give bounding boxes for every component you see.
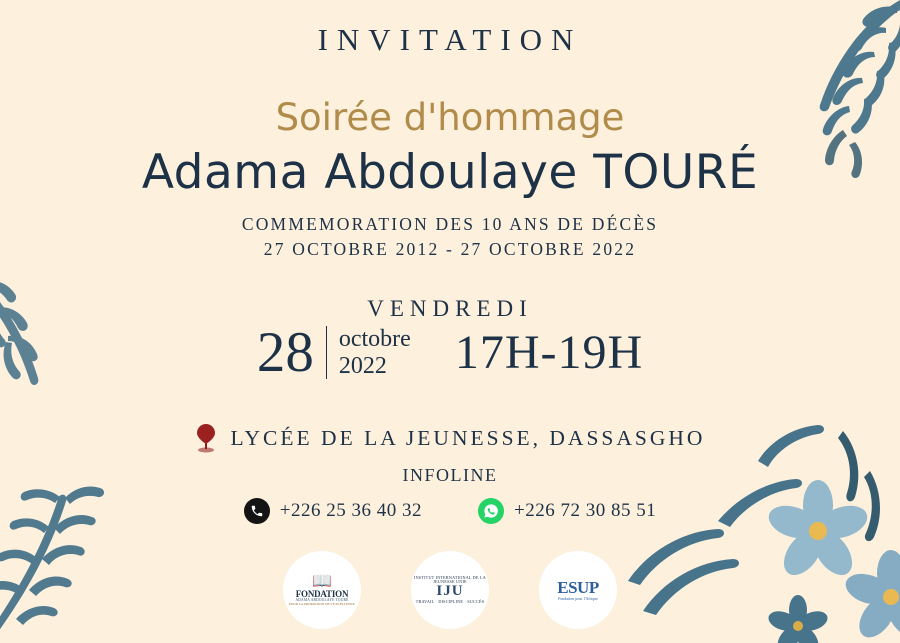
esup-logo (539, 551, 617, 629)
logo-row (0, 551, 900, 629)
contact-list (0, 498, 900, 524)
venue-name: LYCÉE DE LA JEUNESSE, DASSASGHO (230, 425, 706, 450)
fondation-logo-line1: ADAMA ABDOULAYE TOURÉ (295, 598, 349, 603)
event-month-year (326, 326, 411, 380)
venue-row (0, 423, 900, 453)
fondation-logo-title: FONDATION (295, 588, 349, 599)
esup-logo-title: ESUP (557, 577, 599, 597)
event-day-number: 28 (256, 321, 314, 384)
contact-item-phone[interactable] (244, 498, 422, 524)
phone-icon (244, 498, 270, 524)
commemoration-date-range: 27 OCTOBRE 2012 - 27 OCTOBRE 2022 (263, 239, 637, 259)
whatsapp-number: +226 72 30 85 51 (514, 500, 657, 521)
commemoration-text: COMMEMORATION DES 10 ANS DE DÉCÈS (241, 214, 659, 234)
event-weekday: VENDREDI (367, 296, 533, 321)
event-subtitle: Soirée d'hommage (275, 96, 625, 139)
event-year: 2022 (338, 352, 387, 379)
iju-logo-letters: IJU (436, 583, 464, 600)
location-pin-icon (195, 423, 217, 453)
phone-number: +226 25 36 40 32 (279, 500, 422, 521)
fondation-logo (283, 551, 361, 629)
invitation-heading: INVITATION (317, 22, 583, 57)
whatsapp-icon (478, 498, 504, 524)
book-icon: 📖 (312, 572, 332, 590)
esup-logo-subtitle: Fondation pour l'Afrique (558, 595, 598, 601)
iju-logo-ring-text: INSTITUT INTERNATIONAL DE LA JEUNESSE UNIE (413, 574, 486, 584)
iju-logo-motto: TRAVAIL · DISCIPLINE · SUCCÈS (415, 599, 485, 605)
fondation-logo-line2: POUR LA PROMOTION DE L'EXCELLENCE (289, 601, 355, 606)
iju-logo (411, 551, 489, 629)
infoline-label: INFOLINE (402, 465, 498, 485)
event-month: octobre (338, 325, 411, 352)
event-time: 17H-19H (454, 326, 644, 379)
contact-item-whatsapp[interactable] (478, 498, 656, 524)
event-date-row (0, 321, 900, 384)
honoree-name: Adama Abdoulaye TOURÉ (141, 145, 759, 200)
